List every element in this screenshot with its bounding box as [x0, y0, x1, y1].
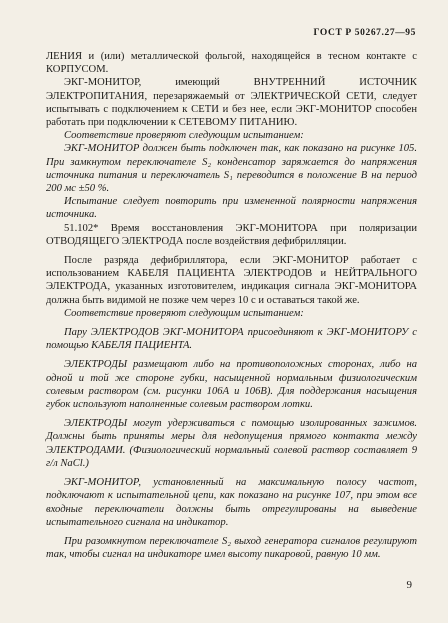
- paragraph: ЭЛЕКТРОДЫ размещают либо на противоположных сторонах, либо на одной и той же стороне губки, насыщенной нормальным физиологическим солевым раствором (см. рисунки 106А и 106В). Для поддержания насыщения губок используют наполненные солевым раствором лотки.: [46, 359, 417, 411]
- paragraph: ЭКГ-МОНИТОР, имеющий ВНУТРЕННИЙ ИСТОЧНИК ЭЛЕКТРОПИТАНИЯ, перезаряжаемый от ЭЛЕКТРИЧЕСКОЙ СЕТИ, следует испытывать с подключением к СЕТИ и без нее, если ЭКГ-МОНИТОР способен работать при подключении к СЕТЕВОМУ ПИТАНИЮ.: [46, 77, 417, 129]
- paragraph: Соответствие проверяют следующим испытанием:: [64, 130, 304, 142]
- paragraph: ЭКГ-МОНИТОР, установленный на максимальную полосу частот, подключают к испытательной цепи, как показано на рисунке 107, при этом все входные переключатели должны быть отрегулированы на выведение испытательного сигнала на индикатор.: [46, 477, 417, 528]
- paragraph: ЭЛЕКТРОДЫ могут удерживаться с помощью изолированных зажимов. Должны быть приняты меры для недопущения прямого контакта между ЭЛЕКТРОДАМИ. (Физиологический нормальный солевой раствор составляет 9 г/л NaCl.): [46, 418, 417, 469]
- paragraph: При разомкнутом переключателе S₂ выход генератора сигналов регулируют так, чтобы сигнал на индикаторе имел высоту пикаровой, равную 10 мм.: [46, 535, 417, 561]
- paragraph: Пару ЭЛЕКТРОДОВ ЭКГ-МОНИТОРА присоединяют к ЭКГ-МОНИТОРУ с помощью КАБЕЛЯ ПАЦИЕНТА.: [46, 327, 417, 352]
- paragraph: ЭКГ-МОНИТОР должен быть подключен так, как показано на рисунке 105. При замкнутом переключателе S₂ конденсатор заряжается до напряжения источника питания и переключатель S₁ переводится в положение B на период 200 мс ±50 %.: [46, 143, 417, 195]
- document-body: [46, 50, 417, 561]
- paragraph: Соответствие проверяют следующим испытанием:: [64, 307, 304, 319]
- paragraph: ЛЕНИЯ и (или) металлической фольгой, находящейся в тесном контакте с КОРПУСОМ.: [46, 51, 417, 76]
- page-number: 9: [406, 579, 412, 591]
- paragraph: Испытание следует повторить при измененной полярности напряжения источника.: [46, 196, 417, 221]
- standard-header: ГОСТ Р 50267.27—95: [313, 28, 416, 38]
- paragraph: После разряда дефибриллятора, если ЭКГ-МОНИТОР работает с использованием КАБЕЛЯ ПАЦИЕНТА ЭЛЕКТРОДОВ и НЕЙТРАЛЬНОГО ЭЛЕКТРОДА, указанных изготовителем, индикация сигнала ЭКГ-МОНИТОРА должна быть видимой не позже чем через 10 с и оставаться такой же.: [46, 255, 417, 306]
- paragraph: 51.102* Время восстановления ЭКГ-МОНИТОРА при поляризации ОТВОДЯЩЕГО ЭЛЕКТРОДА после воздействия дефибрилляции.: [46, 222, 417, 247]
